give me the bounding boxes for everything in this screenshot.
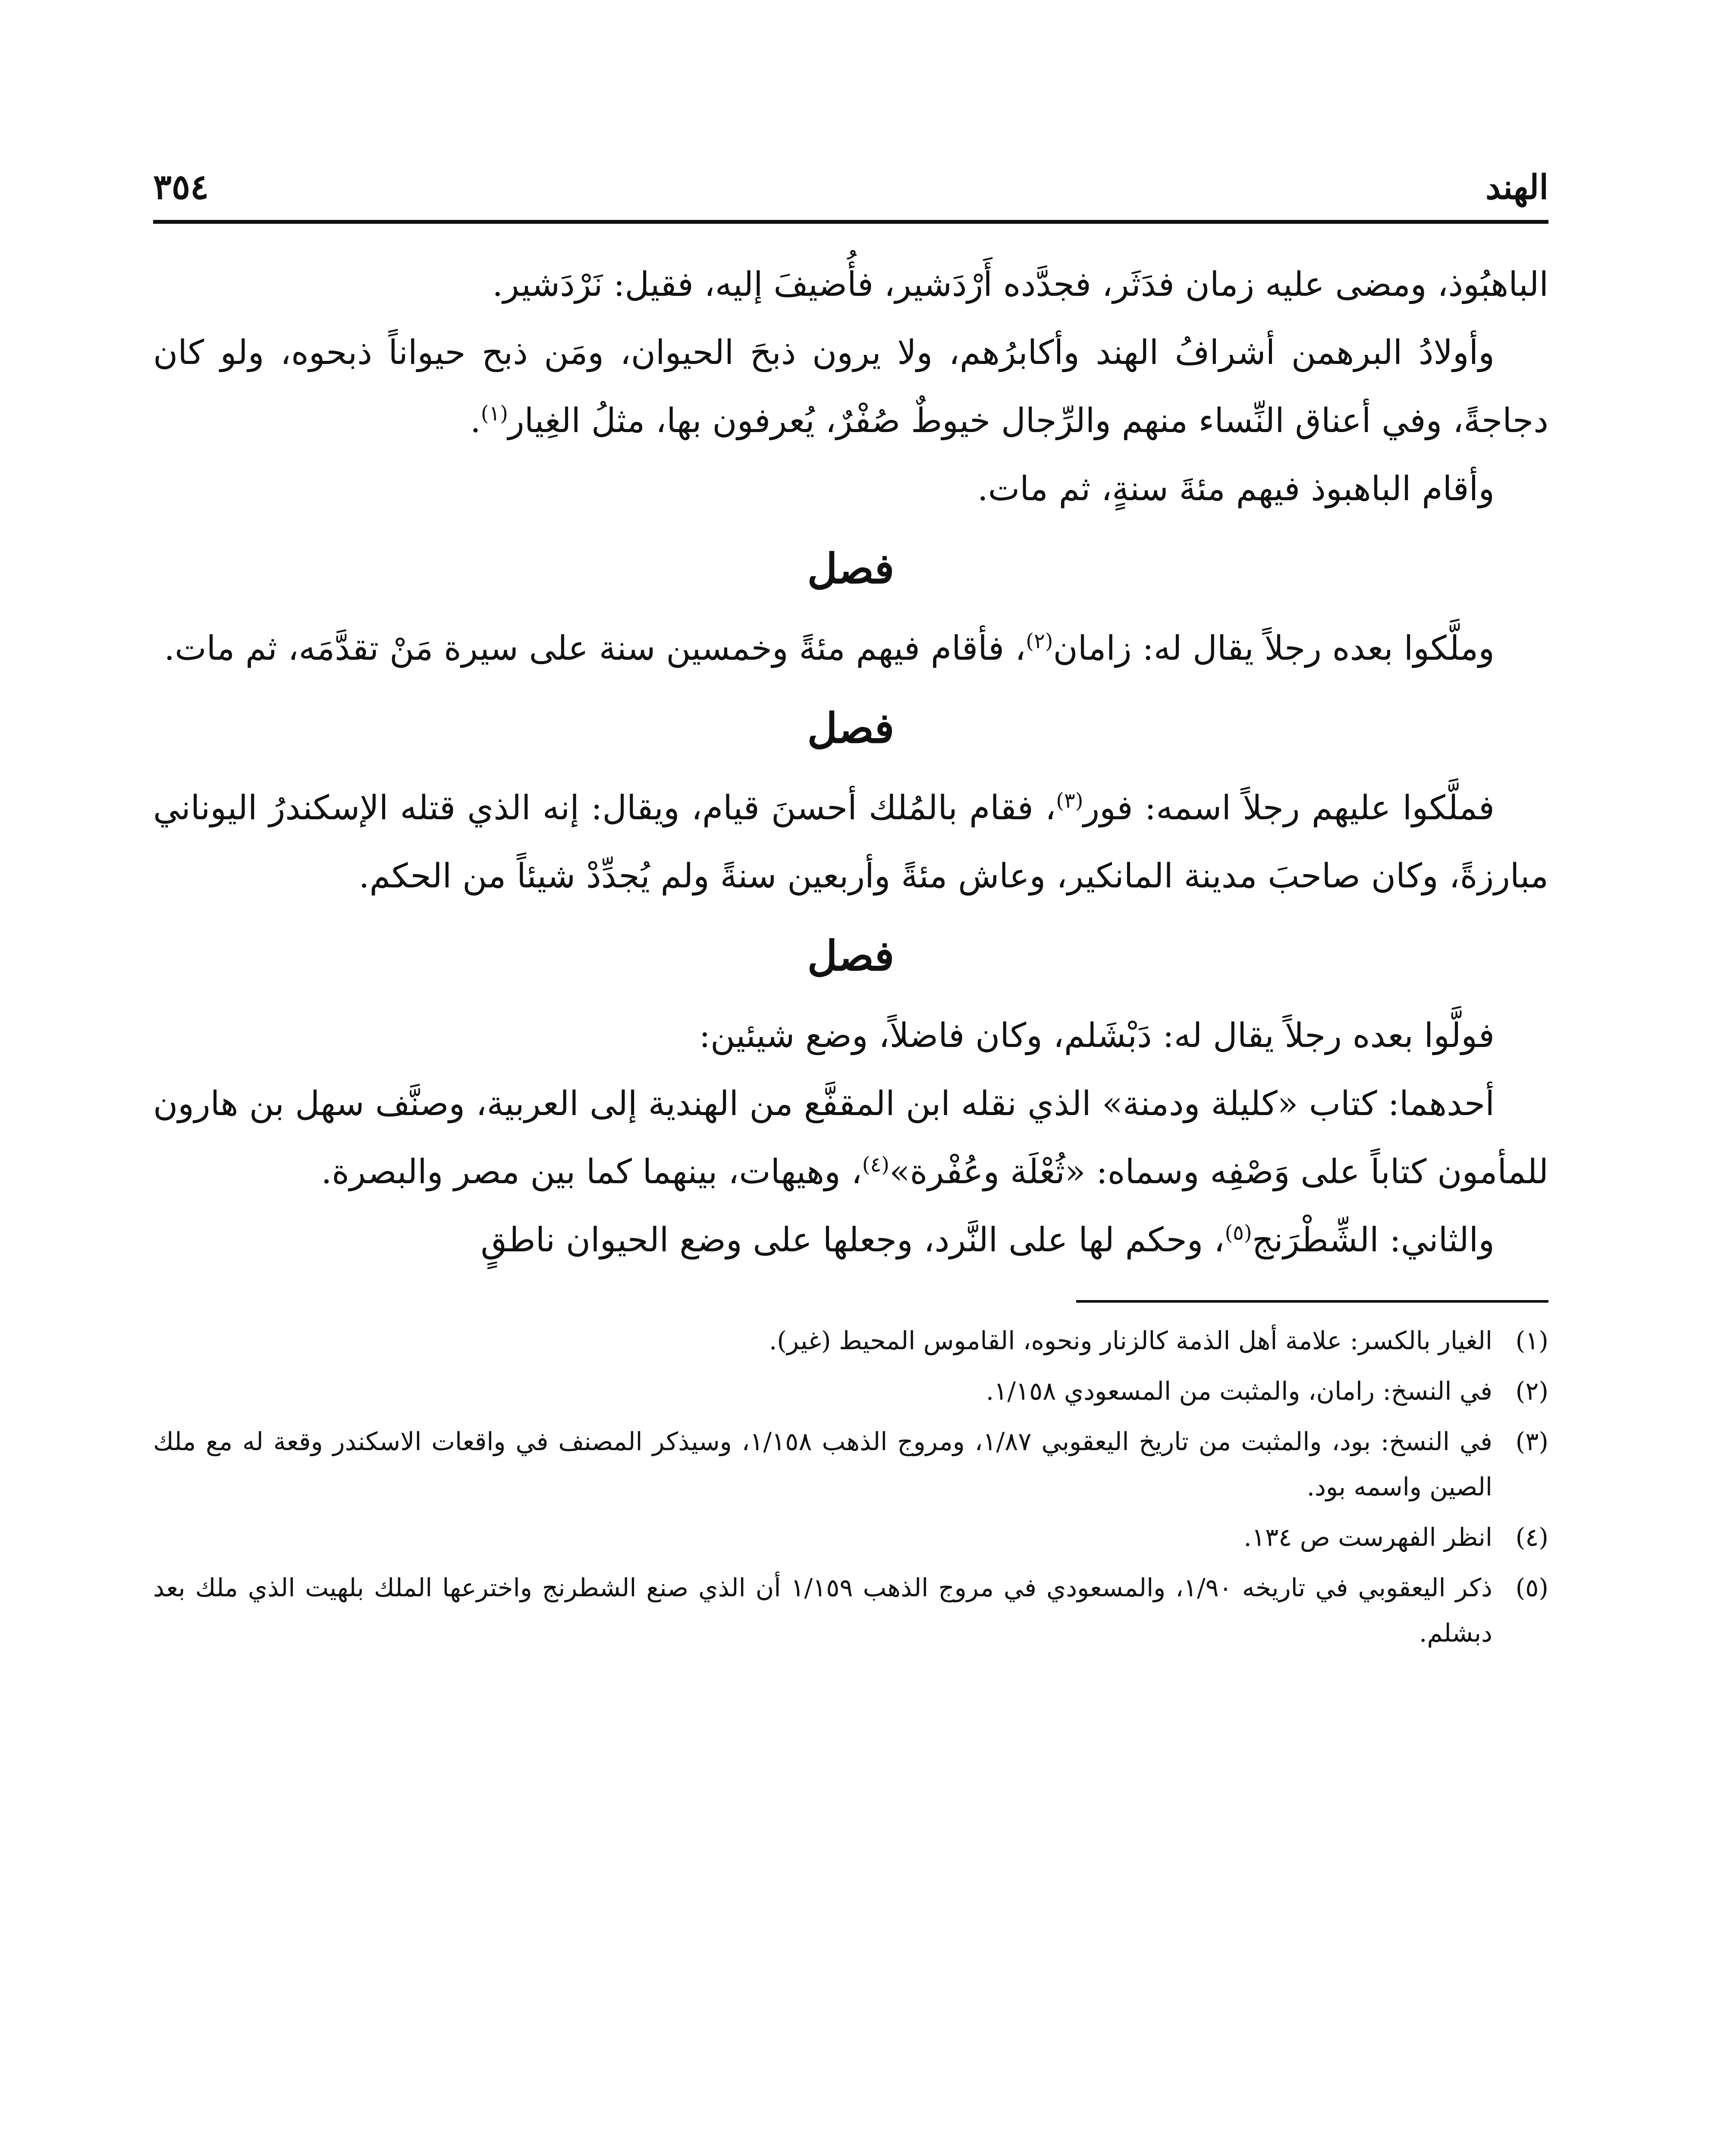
- paragraph-text: ، فأقام فيهم مئةً وخمسين سنة على سيرة مَنْ تقدَّمَه، ثم مات.: [164, 629, 1026, 668]
- footnote-ref: (٣): [1056, 789, 1083, 813]
- footnote-text: انظر الفهرست ص ١٣٤.: [1244, 1523, 1492, 1552]
- paragraph-text: أحدهما: كتاب «كليلة ودمنة» الذي نقله ابن المقفَّع من الهندية إلى العربية، وصنَّف سهل بن هارون للمأمون كتاباً على وَصْفِه وسماه: «ثُعْلَة وعُفْرة»: [153, 1084, 1548, 1191]
- paragraph: الباهبُوذ، ومضى عليه زمان فدَثَر، فجدَّده أَرْدَشير، فأُضيفَ إليه، فقيل: نَرْدَشير.: [492, 265, 1548, 304]
- footnote-text: الغيار بالكسر: علامة أهل الذمة كالزنار ونحوه، القاموس المحيط (غير).: [769, 1326, 1492, 1355]
- footnote-number: (١): [1515, 1326, 1548, 1355]
- footnote-ref: (٤): [862, 1153, 889, 1177]
- paragraph: فولَّوا بعده رجلاً يقال له: دَبْشَلم، وكان فاضلاً، وضع شيئين:: [699, 1016, 1495, 1055]
- footnote-divider: [1076, 1300, 1548, 1303]
- paragraph: [153, 774, 1548, 910]
- paragraph-text: والثاني: الشِّطْرَنج: [1252, 1221, 1495, 1260]
- footnote-text: في النسخ: رامان، والمثبت من المسعودي ١/١٥٨.: [986, 1376, 1492, 1406]
- footnote: [153, 1565, 1548, 1656]
- paragraph: [153, 319, 1548, 455]
- paragraph-text: وأولادُ البرهمن أشرافُ الهند وأكابرُهم، ولا يرون ذبحَ الحيوان، ومَن ذبح حيواناً ذبحوه، ولو كان دجاجةً، وفي أعناق النِّساء منهم والرِّجال خيوطٌ صُفْرٌ، يُعرفون بها، مثلُ الغِيار: [153, 333, 1548, 440]
- footnote-number: (٣): [1515, 1427, 1548, 1456]
- footnote-number: (٤): [1515, 1523, 1548, 1552]
- footnote: [153, 1515, 1548, 1560]
- running-header: [153, 142, 1548, 224]
- section-heading: فصل: [807, 931, 895, 980]
- footnote-number: (٥): [1515, 1573, 1548, 1602]
- main-text: [153, 251, 1548, 1274]
- paragraph-text: وملَّكوا بعده رجلاً يقال له: زامان: [1053, 629, 1495, 668]
- footnotes: [153, 1318, 1548, 1656]
- paragraph-text: فملَّكوا عليهم رجلاً اسمه: فور: [1083, 789, 1495, 827]
- running-title: الهند: [1485, 168, 1548, 207]
- footnote: [153, 1318, 1548, 1363]
- paragraph-text: ، وهيهات، بينهما كما بين مصر والبصرة.: [321, 1153, 862, 1191]
- footnote-ref: (٢): [1026, 629, 1053, 653]
- paragraph: وأقام الباهبوذ فيهم مئةَ سنةٍ، ثم مات.: [977, 470, 1495, 508]
- footnote-text: في النسخ: بود، والمثبت من تاريخ اليعقوبي ١/٨٧، ومروج الذهب ١/١٥٨، وسيذكر المصنف في واقعات الاسكندر وقعة له مع ملك الصين واسمه بود.: [153, 1427, 1492, 1501]
- paragraph-text: ، وحكم لها على النَّرد، وجعلها على وضع الحيوان ناطقٍ: [480, 1221, 1225, 1260]
- paragraph: [153, 1206, 1548, 1274]
- footnote: [153, 1419, 1548, 1510]
- section-heading: فصل: [807, 544, 895, 593]
- book-page: [153, 142, 1548, 2156]
- footnote-number: (٢): [1515, 1376, 1548, 1406]
- paragraph: [153, 1070, 1548, 1206]
- section-heading: فصل: [807, 704, 895, 752]
- footnote: [153, 1369, 1548, 1414]
- paragraph: [153, 614, 1548, 683]
- footnote-ref: (١): [480, 401, 509, 426]
- paragraph-text: .: [470, 401, 481, 440]
- page-number: ٣٥٤: [153, 166, 209, 207]
- footnote-ref: (٥): [1225, 1221, 1252, 1245]
- paragraph-text: ، فقام بالمُلك أحسنَ قيام، ويقال: إنه الذي قتله الإسكندرُ اليوناني مبارزةً، وكان صاحبَ مدينة المانكير، وعاش مئةً وأربعين سنةً ولم يُجدِّدْ شيئاً من الحكم.: [153, 789, 1548, 896]
- footnote-text: ذكر اليعقوبي في تاريخه ١/٩٠، والمسعودي في مروج الذهب ١/١٥٩ أن الذي صنع الشطرنج واخترعها الملك بلهيت الذي ملك بعد دبشلم.: [153, 1573, 1492, 1648]
